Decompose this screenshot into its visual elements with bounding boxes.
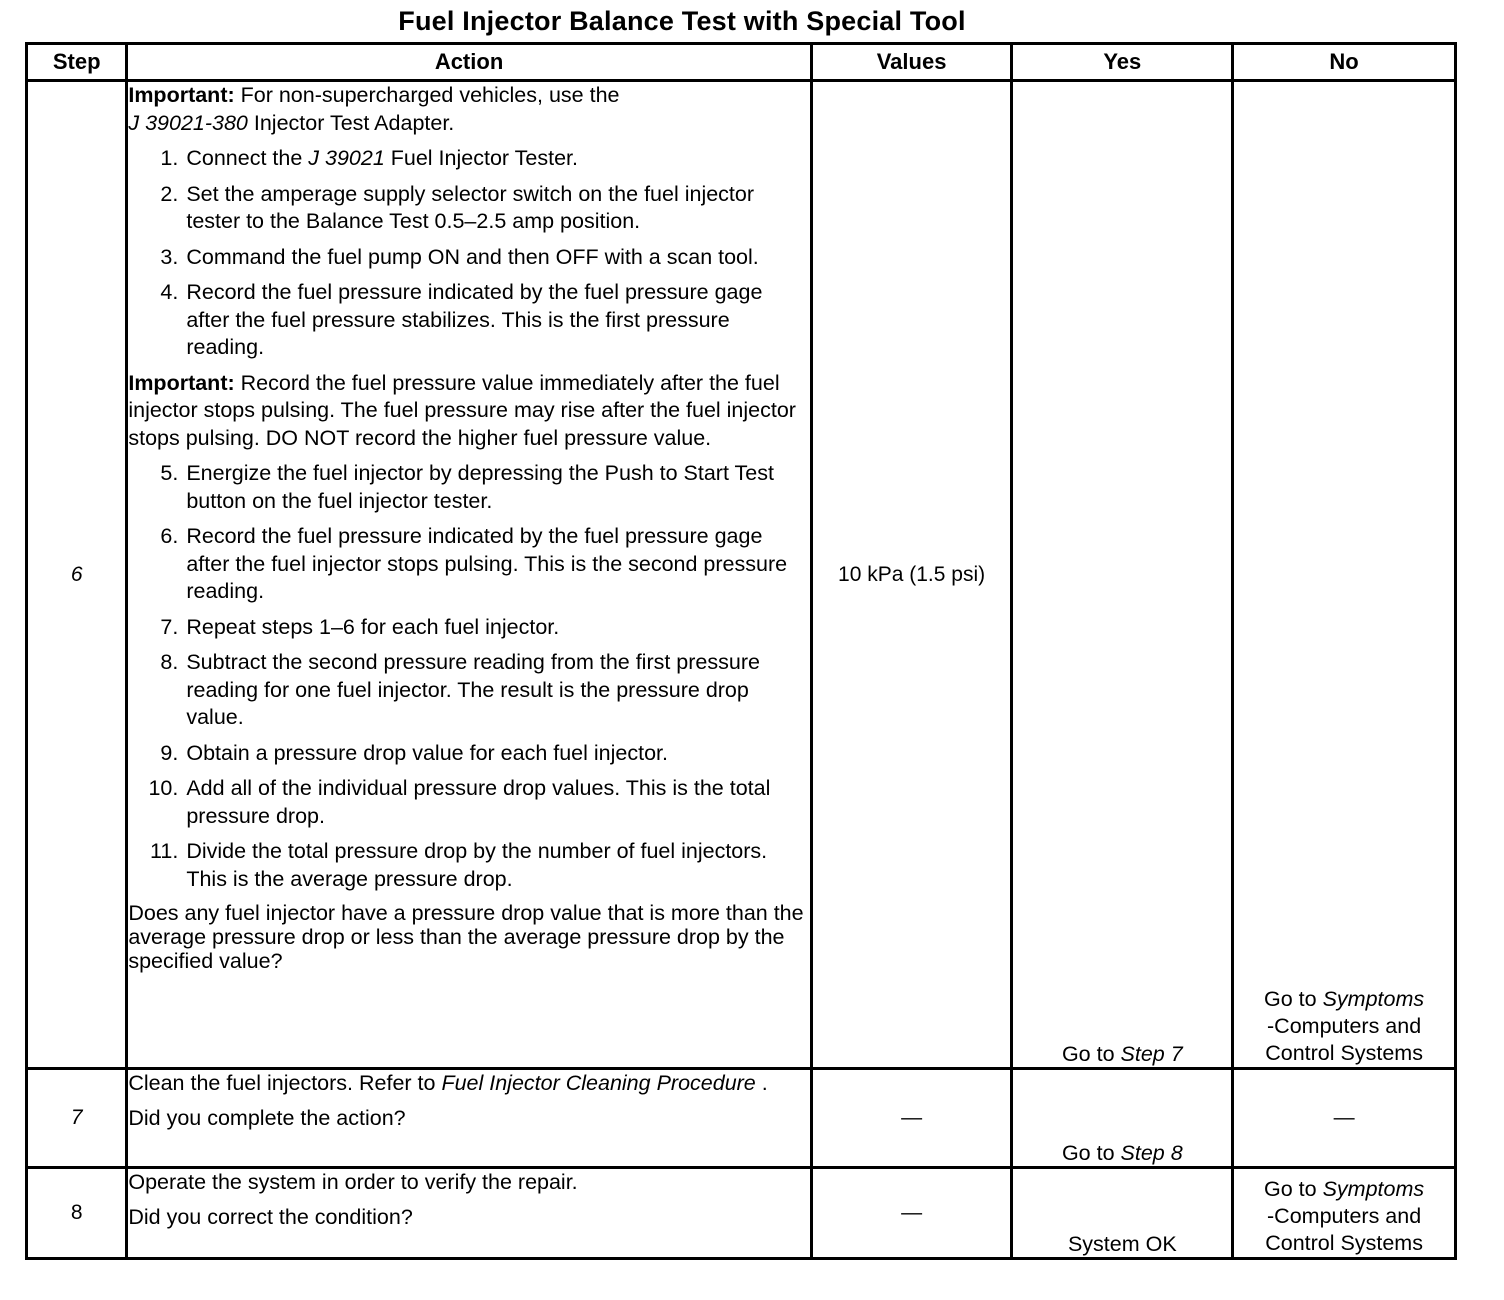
step-text-main: Set the amperage supply selector switch on the fuel injector tester to the Balance Test 0.5–2.5 amp position. <box>186 181 755 233</box>
step-text-main: Obtain a pressure drop value for each fuel injector. <box>186 740 668 765</box>
step-row-7 <box>27 1069 1456 1168</box>
value-cell: — <box>811 1168 1012 1259</box>
procedure-steps-second <box>128 460 809 893</box>
procedure-step <box>128 460 809 515</box>
action-text: Operate the system in order to verify the repair. <box>128 1170 578 1194</box>
step-text <box>186 614 809 642</box>
step-text <box>186 145 809 173</box>
important-text: For non-supercharged vehicles, use the <box>240 83 620 107</box>
step-index: 1. <box>160 146 179 170</box>
question-text: Does any fuel injector have a pressure drop value that is more than the average pressure drop or less than the average pressure drop by the specified value? <box>128 901 804 973</box>
step-index: 3. <box>160 244 179 269</box>
no-goto-text: Go to <box>1264 1177 1323 1201</box>
step-text <box>186 649 809 732</box>
action-text <box>128 1070 809 1098</box>
yes-step-link[interactable]: Step 7 <box>1120 1042 1183 1066</box>
step-row-6 <box>27 81 1456 1069</box>
step-text-main: Add all of the individual pressure drop values. This is the total pressure drop. <box>186 776 771 828</box>
step-index: 7. <box>160 614 179 639</box>
action-post: . <box>755 1071 768 1095</box>
step-text-tail: Fuel Injector Tester. <box>384 146 578 170</box>
procedure-table <box>25 42 1457 1260</box>
no-line-3: Control Systems <box>1265 1231 1423 1255</box>
header-action: Action <box>127 44 811 81</box>
step-text-main: Divide the total pressure drop by the number of fuel injectors. This is the average pressure drop. <box>186 839 768 891</box>
question-text: Did you complete the action? <box>128 1105 406 1130</box>
header-values: Values <box>811 44 1012 81</box>
step-text <box>186 775 809 830</box>
important-note <box>128 370 809 453</box>
important-text: Record the fuel pressure value immediately after the fuel injector stops pulsing. The fuel pressure may rise after the fuel injector stops pulsing. DO NOT record the higher fuel pressure value. <box>128 370 796 450</box>
no-line-2: -Computers and <box>1267 1014 1422 1038</box>
step-number: 7 <box>27 1069 127 1168</box>
action-cell <box>127 1168 811 1259</box>
step-text <box>186 838 809 893</box>
step-index: 2. <box>160 181 179 206</box>
step-text <box>186 244 809 272</box>
procedure-step <box>128 775 809 830</box>
step-index: 5. <box>160 461 179 485</box>
procedure-step <box>128 244 809 272</box>
no-goto-text: Go to <box>1264 987 1323 1011</box>
header-row <box>27 44 1456 81</box>
procedure-step <box>128 181 809 236</box>
step-text-main: Command the fuel pump ON and then OFF with a scan tool. <box>186 244 759 269</box>
page-title: Fuel Injector Balance Test with Special Tool <box>398 6 966 36</box>
important-label: Important: <box>128 370 235 395</box>
step-text-main: Repeat steps 1–6 for each fuel injector. <box>186 614 560 639</box>
action-cell <box>127 81 811 1069</box>
no-cell <box>1233 81 1456 1069</box>
procedure-steps-first <box>128 145 809 362</box>
step-text <box>186 740 809 768</box>
yes-cell <box>1012 1069 1233 1168</box>
important-note <box>128 82 809 137</box>
yes-goto-text: Go to <box>1061 1141 1121 1165</box>
step-text-main: Energize the fuel injector by depressing the Push to Start Test button on the fuel injector tester. <box>186 461 774 513</box>
step-index: 10. <box>148 776 179 800</box>
step-text <box>186 460 809 515</box>
yes-step-link[interactable]: Step 8 <box>1120 1141 1183 1165</box>
action-pre: Clean the fuel injectors. Refer to <box>128 1071 442 1095</box>
step-index: 11. <box>150 839 179 863</box>
step-index: 9. <box>160 740 179 765</box>
step-index: 8. <box>160 650 179 674</box>
important-tail: Injector Test Adapter. <box>253 110 455 135</box>
step-text <box>186 181 809 236</box>
procedure-step <box>128 145 809 173</box>
step-number: 8 <box>27 1168 127 1259</box>
question-text: Did you correct the condition? <box>128 1204 413 1229</box>
procedure-step <box>128 279 809 362</box>
step-text-main: Subtract the second pressure reading from the first pressure reading for one fuel injector. The result is the pressure drop value. <box>186 650 760 729</box>
header-no: No <box>1233 44 1456 81</box>
no-symptoms-link[interactable]: Symptoms <box>1322 1177 1425 1201</box>
step-number: 6 <box>27 81 127 1069</box>
important-label: Important: <box>128 83 235 107</box>
tool-reference: J 39021-380 <box>128 110 248 135</box>
action-cell <box>127 1069 811 1168</box>
procedure-step <box>128 838 809 893</box>
procedure-reference: Fuel Injector Cleaning Procedure <box>441 1071 756 1095</box>
step-text <box>186 279 809 362</box>
no-cell <box>1233 1168 1456 1259</box>
value-cell: 10 kPa (1.5 psi) <box>811 81 1012 1069</box>
yes-cell <box>1012 81 1233 1069</box>
step-index: 6. <box>160 524 179 548</box>
procedure-step <box>128 523 809 606</box>
header-step: Step <box>27 44 127 81</box>
step-index: 4. <box>160 280 179 304</box>
no-cell: — <box>1233 1069 1456 1168</box>
no-line-2: -Computers and <box>1267 1204 1422 1228</box>
tool-reference: J 39021 <box>308 146 385 170</box>
step-row-8 <box>27 1168 1456 1259</box>
procedure-step <box>128 614 809 642</box>
no-line-3: Control Systems <box>1265 1041 1423 1065</box>
step-text-main: Record the fuel pressure indicated by the fuel pressure gage after the fuel pressure stabilizes. This is the first pressure reading. <box>186 280 763 359</box>
procedure-step <box>128 740 809 768</box>
step-text <box>186 523 809 606</box>
step-text-main: Record the fuel pressure indicated by the fuel pressure gage after the fuel injector stops pulsing. This is the second pressure reading. <box>186 524 788 603</box>
value-cell: — <box>811 1069 1012 1168</box>
yes-goto-text: Go to <box>1061 1042 1121 1066</box>
step-text-main: Connect the <box>186 146 309 170</box>
yes-cell: System OK <box>1012 1168 1233 1259</box>
header-yes: Yes <box>1012 44 1233 81</box>
procedure-step <box>128 649 809 732</box>
no-symptoms-link[interactable]: Symptoms <box>1322 987 1425 1011</box>
